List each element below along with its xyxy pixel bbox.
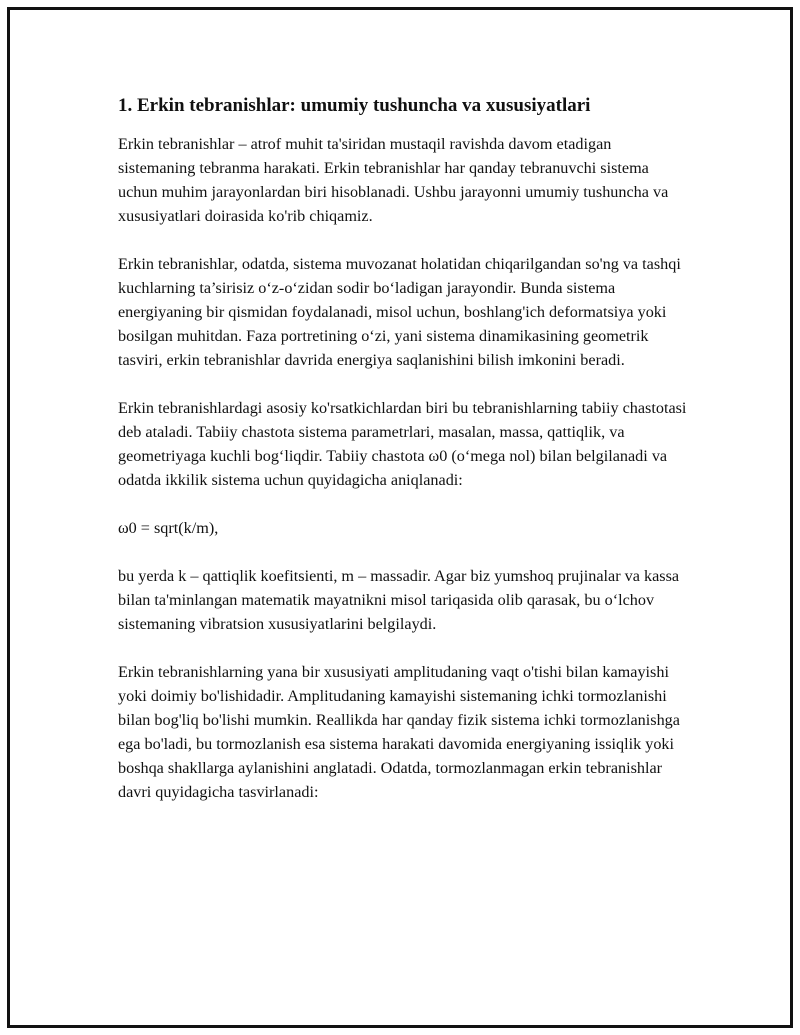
paragraph-natural-frequency: Erkin tebranishlardagi asosiy ko'rsatkichlardan biri bu tebranishlarning tabiiy chastotasi deb ataladi. Tabiiy chastota sistema parametrlari, masalan, massa, qattiqlik, va geometriyaga kuchli bog‘liqdir. Tabiiy chastota ω0 (o‘mega nol) bilan belgilanadi va odatda ikkilik sistema uchun quyidagicha aniqlanadi: (118, 399, 687, 489)
document-body (118, 94, 688, 828)
formula-omega: ω0 = sqrt(k/m), (118, 519, 219, 537)
paragraph-amplitude: Erkin tebranishlarning yana bir xususiyati amplitudaning vaqt o'tishi bilan kamayishi yoki doimiy bo'lishidadir. Amplitudaning kamayishi sistemaning ichki tormozlanishi bilan bog'liq bo'lishi mumkin. Reallikda har qanday fizik sistema ichki tormozlanishga ega bo'ladi, bu tormozlanish esa sistema harakati davomida energiyaning issiqlik yoki boshqa shakllarga aylanishini anglatadi. Odatda, tormozlanmagan erkin tebranishlar davri quyidagicha tasvirlanadi: (118, 663, 680, 801)
paragraph-definition: Erkin tebranishlar, odatda, sistema muvozanat holatidan chiqarilgandan so'ng va tashqi kuchlarning ta’sirisiz o‘z-o‘zidan sodir bo‘ladigan jarayondir. Bunda sistema energiyaning bir qismidan foydalanadi, misol uchun, boshlang'ich deformatsiya yoki bosilgan muhitdan. Faza portretining o‘zi, yani sistema dinamikasining geometrik tasviri, erkin tebranishlar davrida energiya saqlanishini bilish imkonini beradi. (118, 255, 681, 369)
paragraph-intro: Erkin tebranishlar – atrof muhit ta'siridan mustaqil ravishda davom etadigan sistemaning tebranma harakati. Erkin tebranishlar har qanday tebranuvchi sistema uchun muhim jarayonlardan biri hisoblanadi. Ushbu jarayonni umumiy tushuncha va xususiyatlari doirasida ko'rib chiqamiz. (118, 135, 669, 225)
paragraph-formula-explanation: bu yerda k – qattiqlik koefitsienti, m – massadir. Agar biz yumshoq prujinalar va kassa bilan ta'minlangan matematik mayatnikni misol tariqasida olib qarasak, bu o‘lchov sistemaning vibratsion xususiyatlarini belgilaydi. (118, 567, 680, 633)
section-heading: 1. Erkin tebranishlar: umumiy tushuncha va xususiyatlari (118, 95, 591, 116)
